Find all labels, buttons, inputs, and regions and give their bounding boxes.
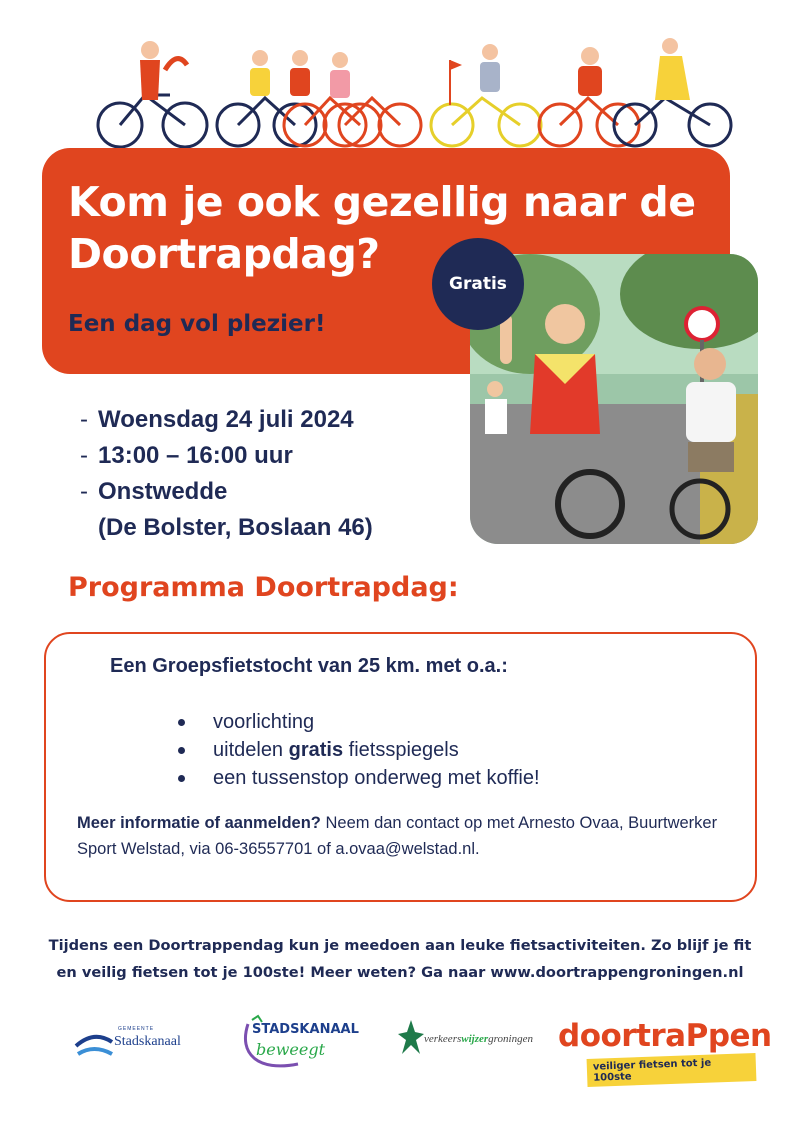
detail-date: - Woensdag 24 juli 2024 bbox=[80, 406, 354, 433]
hero-subtitle: Een dag vol plezier! bbox=[68, 311, 326, 337]
list-item: een tussenstop onderweg met koffie! bbox=[178, 764, 540, 792]
list-item: voorlichting bbox=[178, 708, 540, 736]
program-heading: Een Groepsfietstocht van 25 km. met o.a.: bbox=[110, 655, 508, 677]
footer-text: Tijdens een Doortrappendag kun je meedoen aan leuke fietsactiviteiten. Zo blijf je fit en veilig fietsen tot je 100ste! Meer weten? Ga naar www.doortrappengroningen.nl bbox=[48, 937, 752, 981]
cyclists-illustration bbox=[90, 30, 740, 150]
doortrappen-logo: doortraPpen veiliger fietsen tot je 100ste bbox=[556, 1018, 756, 1080]
event-details bbox=[80, 402, 373, 546]
contact-info: Meer informatie of aanmelden? Neem dan contact op met Arnesto Ovaa, Buurtwerker Sport Welstad, via 06-36557701 of a.ovaa@welstad.nl. bbox=[77, 814, 718, 858]
verkeerswijzer-star-icon bbox=[398, 1018, 424, 1058]
list-item: uitdelen gratis fietsspiegels bbox=[178, 736, 540, 764]
bike-7 bbox=[614, 98, 731, 146]
detail-time: - 13:00 – 16:00 uur bbox=[80, 442, 293, 469]
detail-place: - Onstwedde bbox=[80, 478, 228, 505]
bike-6 bbox=[539, 98, 639, 146]
detail-address: (De Bolster, Boslaan 46) bbox=[98, 514, 373, 541]
bike-5 bbox=[431, 98, 541, 146]
bullet-icon bbox=[178, 747, 185, 754]
stadskanaal-beweegt-logo: STADSKANAAL beweegt bbox=[238, 1014, 348, 1074]
stadskanaal-logo: GEMEENTE Stadskanaal bbox=[74, 1024, 194, 1074]
stadskanaal-emblem-icon bbox=[74, 1024, 114, 1064]
hero-title: Kom je ook gezellig naar de Doortrapdag? bbox=[68, 178, 696, 278]
program-title: Programma Doortrapdag: bbox=[68, 572, 459, 603]
gratis-badge: Gratis bbox=[432, 238, 524, 330]
bullet-icon bbox=[178, 719, 185, 726]
bike-1 bbox=[98, 95, 207, 147]
riders bbox=[140, 38, 690, 105]
program-list bbox=[178, 708, 540, 792]
bullet-icon bbox=[178, 775, 185, 782]
verkeerswijzer-logo: verkeerswijzergroningen bbox=[398, 1018, 548, 1062]
